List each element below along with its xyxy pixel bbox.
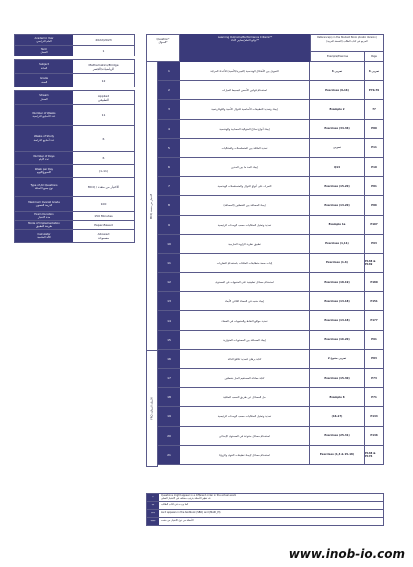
footnote-text-ar: كما وردت في كتاب الطالب	[161, 503, 189, 507]
question-number: 19	[158, 407, 180, 425]
info-row	[14, 34, 135, 45]
section-label-text: MCQ الاختيار من متعدد	[150, 193, 154, 219]
learning-outcome: إيجاد الحد ما بين الحدين	[180, 158, 310, 176]
learning-outcome: تطبيق نظرية الزاوية الخارجية	[180, 235, 310, 253]
info-key	[15, 105, 73, 125]
footnote-text-en: As it appears in the textbook (SBO) and (Math_PI)	[161, 511, 221, 515]
learning-outcome: استخدام قوانين الأسس لتبسيط العبارات	[180, 81, 310, 99]
footnotes	[146, 493, 384, 526]
info-key-ar: عدد الأسابيع الدراسية	[32, 115, 56, 118]
info-row	[14, 125, 135, 151]
page-ref: 77	[372, 107, 376, 111]
example-exercise: Exercises (1,11)	[310, 235, 365, 253]
info-value-ar: مسموحة	[97, 236, 110, 240]
learning-outcome: تحديد العلاقة بين المتسلسلات والمتتاليات	[180, 139, 310, 157]
example-exercise: 6 تمرين	[310, 62, 365, 80]
page-ref: P83	[371, 357, 377, 361]
example-exercise: Exercises (15-30)	[310, 369, 365, 387]
info-value-en: 1	[102, 49, 105, 53]
info-key	[15, 126, 73, 151]
info-key	[15, 152, 73, 164]
info-key	[15, 165, 73, 177]
info-key-ar: الفصل	[40, 51, 48, 54]
info-key-en: Number of Days	[33, 154, 55, 158]
page-ref: P180	[370, 280, 378, 284]
info-value-ar: التطبيقي	[98, 97, 109, 102]
learning-outcome: تحديد وتمثيل المتتاليات حسب الوحدات الرئيسية	[180, 216, 310, 234]
info-row	[14, 177, 135, 196]
table-row	[158, 158, 384, 177]
example-exercise: Example 8	[310, 388, 365, 406]
footnote-text	[159, 502, 383, 509]
example-exercise: Exercises (1,4 & 15-18)	[310, 446, 365, 464]
page-ref: P146	[370, 434, 378, 438]
info-key	[15, 212, 73, 220]
page-header: Page	[371, 55, 377, 58]
section-label-text: FRQ الأسئلة المقالية	[150, 397, 154, 420]
info-value-en: Mathematics/Bridge	[88, 62, 119, 67]
example-exercise: Exercises (13-18)	[310, 292, 365, 310]
table-header	[146, 34, 384, 62]
info-row	[14, 151, 135, 164]
info-value	[73, 230, 134, 242]
question-number: 17	[158, 369, 180, 387]
lo-header-ar: نواتج التعلم/معايير الأداء**	[230, 39, 260, 42]
info-key-en: Stream	[39, 94, 49, 98]
footnote-text-ar: الأسئلة من نوع الاختيار من متعدد	[161, 519, 194, 523]
footnote-row	[146, 502, 384, 510]
example-exercise: Exercises (18-19)	[310, 273, 365, 291]
info-value-ar: الرياضيات/الجسر	[92, 66, 115, 71]
learning-outcome: إيجاد المسافة بين المستويات المتوازية	[180, 331, 310, 349]
info-key-en: Calculator	[37, 232, 51, 236]
question-number: 6	[158, 158, 180, 176]
page-ref: P148 & P149	[365, 259, 376, 266]
info-key-ar: طريقة التطبيق	[36, 225, 52, 228]
question-number: 12	[158, 273, 180, 291]
info-value	[73, 91, 134, 104]
page-ref: P81	[371, 184, 377, 188]
question-header-label: Question*	[156, 38, 170, 41]
info-key-en: Type of All Questions	[30, 183, 58, 187]
info-key-ar: نوع جميع الأسئلة	[35, 187, 53, 190]
info-key	[15, 91, 73, 104]
learning-outcome: كتابة معادلة المستقيم المار بنقطتين	[180, 369, 310, 387]
learning-outcome: حل المسائل عن طريق النسب المثلثية	[180, 388, 310, 406]
table-row	[158, 369, 384, 388]
table-row	[158, 311, 384, 330]
page-ref: P10	[371, 165, 377, 169]
footnote-row	[146, 493, 384, 502]
learning-outcome-header	[180, 34, 310, 62]
table-row	[158, 388, 384, 407]
page-ref: P71	[371, 395, 377, 399]
table-row	[158, 196, 384, 215]
footnote-text	[159, 510, 383, 517]
question-number: 18	[158, 388, 180, 406]
info-key-en: Academic Year	[34, 36, 54, 40]
page-ref: P151	[370, 299, 378, 303]
section-label	[146, 351, 158, 467]
section-label	[146, 62, 158, 351]
info-value	[73, 212, 134, 220]
info-row	[14, 73, 135, 87]
info-key-ar: الدرجة القصوى	[35, 204, 53, 207]
info-value	[73, 126, 134, 151]
page-ref: P177	[370, 319, 378, 323]
learning-outcome: إيجاد أنواع نماذج المتوالية الحسابية والهندسية	[180, 120, 310, 138]
question-number: 20	[158, 427, 180, 445]
example-exercise: Exercises (25-31)	[310, 427, 365, 445]
info-key-en: Mode of Implementation	[28, 221, 60, 225]
example-exercise: Q14	[310, 158, 365, 176]
learning-outcome: إثبات صحة متطابقات المثلثات باستخدام النظريات	[180, 254, 310, 272]
info-key-ar: مدة الاختبار	[37, 216, 51, 219]
page-ref: P91	[371, 338, 377, 342]
reference-header	[310, 34, 384, 62]
example-exercise: Exercises (13-18)	[310, 311, 365, 329]
info-value-en: 100	[100, 202, 107, 206]
section-labels	[146, 62, 158, 467]
info-key-ar: الآلة الحاسبة	[37, 236, 51, 239]
info-row	[14, 45, 135, 56]
page-ref: P73	[371, 376, 377, 380]
info-value	[73, 46, 134, 56]
question-number: 1	[158, 62, 180, 80]
info-value	[73, 165, 134, 177]
table-row	[158, 62, 384, 81]
info-key	[15, 74, 73, 87]
example-exercise-header: Example/Exercise	[311, 52, 365, 61]
footnote-symbol: ***	[147, 510, 159, 517]
table-rows	[158, 62, 384, 467]
table-row	[158, 292, 384, 311]
info-key-en: Weeks of Study	[33, 135, 55, 139]
info-key-ar: المسار	[40, 97, 48, 101]
table-row	[158, 235, 384, 254]
example-exercise: Exercises (34-36)	[310, 120, 365, 138]
info-key-en: Grade	[40, 77, 48, 81]
example-exercise: Example 1a	[310, 216, 365, 234]
question-number: 14	[158, 311, 180, 329]
example-exercise: تمرين	[310, 139, 365, 157]
info-key-en: Term	[40, 47, 48, 51]
question-number: 3	[158, 100, 180, 118]
info-value	[73, 74, 134, 87]
info-row	[14, 220, 135, 229]
info-value	[73, 197, 134, 211]
example-exercise: Exercises (13-20)	[310, 196, 365, 214]
info-row	[14, 90, 135, 104]
info-key	[15, 221, 73, 229]
learning-outcome: إيجاد وتحديد التطبيقات الأساسية للدوال الأسية واللوغاريتمية	[180, 100, 310, 118]
learning-outcome: إيجاد المسافة بين النقطتين (المسافة)	[180, 196, 310, 214]
info-key-ar: الأسبوع/اليوم	[36, 171, 52, 174]
table-row	[158, 81, 384, 100]
table-row	[158, 350, 384, 369]
example-exercise: (16-17)	[310, 407, 365, 425]
question-number: 4	[158, 120, 180, 138]
info-value	[73, 105, 134, 125]
question-number: 2	[158, 81, 180, 99]
example-exercise: Exercises (1-6)	[310, 254, 365, 272]
table-row	[158, 120, 384, 139]
table-row	[158, 177, 384, 196]
info-value-en: Allowed	[97, 232, 110, 236]
footnote-row	[146, 510, 384, 518]
info-key	[15, 60, 73, 73]
learning-outcome: تحديد مواقع النقاط والمتجهات في الفضاء	[180, 311, 310, 329]
question-number: 5	[158, 139, 180, 157]
info-key-en: Week per Day	[34, 167, 54, 171]
info-value	[73, 152, 134, 164]
ref-header-label: Reference(s) in the Student Book (Arabic Version)	[317, 36, 377, 39]
example-exercise: تمرين متنوع 2	[310, 350, 365, 368]
question-number: 11	[158, 254, 180, 272]
page-ref: P70-79	[368, 88, 380, 92]
info-key	[15, 230, 73, 242]
learning-outcome: استخدام مسائل لإيجاد تطبيقات القوى والزوايا	[180, 446, 310, 464]
page-ref: P11	[371, 146, 377, 150]
info-value-en: Paper-Based	[94, 223, 113, 227]
info-value-en: MCQ / الاختيار من متعدد	[87, 185, 120, 189]
page-ref: P93	[371, 242, 377, 246]
info-row	[14, 104, 135, 125]
page-ref: P148 & P176	[365, 451, 376, 458]
learning-outcome: استخدام مسائل تطبيقية على المتجهات في المستوى	[180, 273, 310, 291]
info-key	[15, 35, 73, 45]
question-number: 16	[158, 350, 180, 368]
info-value	[73, 178, 134, 196]
footnote-row	[146, 518, 384, 526]
info-row	[14, 59, 135, 73]
ref-subheader	[311, 51, 383, 61]
question-number: 13	[158, 292, 180, 310]
info-value	[73, 35, 134, 45]
learning-outcome: تحديد وتمثيل المتتاليات حسب الوحدات الرئيسية	[180, 407, 310, 425]
question-number: 8	[158, 196, 180, 214]
info-key	[15, 197, 73, 211]
info-value	[73, 221, 134, 229]
watermark: www.inob-io.com	[288, 547, 405, 561]
example-exercise: Exercises (16-20)	[310, 331, 365, 349]
learning-outcome: استخدام مسائل متنوعة في المستوى الإحداثي	[180, 427, 310, 445]
info-key-ar: المادة	[40, 66, 48, 70]
table-row	[158, 254, 384, 273]
question-number: 7	[158, 177, 180, 195]
page-ref: 6 تمرين	[368, 69, 380, 73]
footnote-text	[159, 518, 383, 525]
table-row	[158, 407, 384, 426]
ref-header-ar: المرجع في كتاب الطالب (النسخة العربية)	[326, 40, 368, 43]
question-number: 9	[158, 216, 180, 234]
question-header-ar: السؤال*	[158, 41, 168, 44]
info-key-ar: عدد الأيام	[38, 158, 50, 161]
page-ref: P144	[370, 414, 378, 418]
table-row	[158, 216, 384, 235]
info-value-en: 6	[102, 136, 105, 141]
info-key-ar: عدد أسابيع الدراسة	[33, 138, 55, 142]
footnote-text	[159, 494, 383, 501]
info-value-en: Applied	[97, 93, 110, 98]
learning-outcome: التحويل بين الأشكال الهندسية (الجبرية/الأسية) للأعداد المركبة	[180, 62, 310, 80]
table-row	[158, 331, 384, 350]
exam-info-panel	[14, 34, 135, 243]
table-row	[158, 100, 384, 119]
table-row	[158, 427, 384, 446]
info-value-en: 12	[101, 78, 106, 83]
page-ref: P86	[371, 203, 377, 207]
lo-header-label: Learning Outcome/Performance Criteria**	[217, 36, 273, 39]
example-exercise: Exercises (15-20)	[310, 177, 365, 195]
footnote-symbol: *	[147, 494, 159, 501]
info-key-ar: الصف	[40, 80, 48, 84]
info-key-en: Number of Weeks	[32, 111, 56, 115]
exam-structure-table	[146, 34, 384, 467]
info-key-en: Subject	[39, 63, 49, 67]
info-value-en: 2022/2023	[95, 38, 112, 42]
info-value-en: 150 Minutes	[94, 214, 113, 218]
info-row	[14, 229, 135, 243]
table-row	[158, 273, 384, 292]
info-key-ar: العام الدراسي	[36, 40, 52, 43]
page-ref: P107	[370, 223, 378, 227]
info-key-en: Exam Duration	[34, 212, 54, 216]
footnote-text-en: Questions might appear in a different order in the actual exam	[161, 493, 237, 497]
page-ref: P80	[371, 127, 377, 131]
info-row	[14, 164, 135, 177]
question-header	[146, 34, 180, 62]
info-key-en: Maximum Overall Grade	[28, 200, 60, 204]
info-value-en: 11	[101, 113, 106, 117]
footnote-symbol: ****	[147, 518, 159, 525]
learning-outcome: كتابة برهان لتحديد تكافؤ الدالة	[180, 350, 310, 368]
question-number: 15	[158, 331, 180, 349]
question-number: 10	[158, 235, 180, 253]
info-row	[14, 196, 135, 211]
example-exercise: Example 2	[310, 100, 365, 118]
table-row	[158, 446, 384, 465]
question-number: 21	[158, 446, 180, 464]
info-row	[14, 211, 135, 220]
info-value-en: (1-11)	[98, 169, 109, 173]
info-key	[15, 178, 73, 196]
info-value-en: 6	[102, 156, 105, 160]
info-key	[15, 46, 73, 56]
info-value	[73, 60, 134, 73]
learning-outcome: إيجاد متجه في الفضاء الثلاثي الأبعاد	[180, 292, 310, 310]
example-exercise: Exercises (9-16)	[310, 81, 365, 99]
footnote-text-ar: قد تظهر الأسئلة بترتيب مختلف في الاختبار الفعلي	[161, 496, 211, 500]
table-row	[158, 139, 384, 158]
footnote-symbol: **	[147, 502, 159, 509]
learning-outcome: التعرف على أنواع الدوال والمتسلسلات الهندسية	[180, 177, 310, 195]
